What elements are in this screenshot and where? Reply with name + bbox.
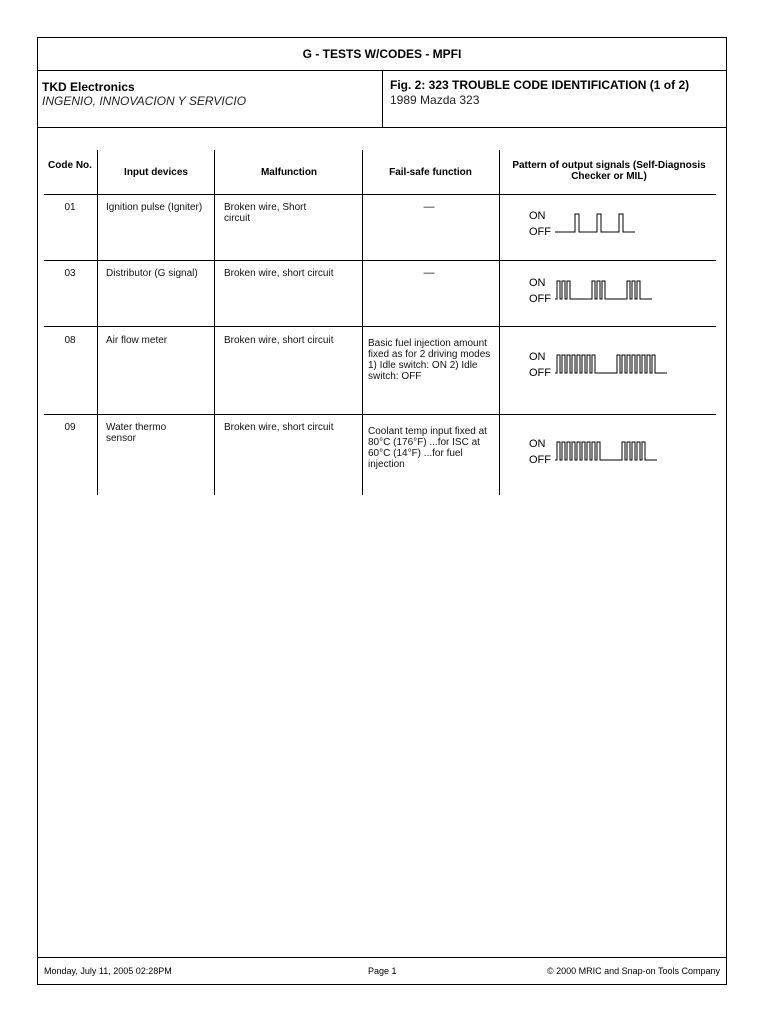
row-code: 09 [64, 422, 76, 433]
company-tagline: INGENIO, INNOVACION Y SERVICIO [42, 94, 247, 108]
off-label: OFF [529, 293, 551, 305]
on-label: ON [529, 438, 546, 450]
row-code: 03 [64, 268, 76, 279]
figure-block [383, 71, 726, 127]
off-label: OFF [529, 367, 551, 379]
signal-waveform [555, 210, 715, 240]
row-input-device: Distributor (G signal) [106, 268, 198, 279]
pulse-train [555, 442, 657, 460]
column-divider [97, 150, 98, 495]
company-block [38, 71, 383, 127]
row-code: 08 [64, 335, 76, 346]
footer-page: Page 1 [368, 966, 397, 976]
row-input-device: Ignition pulse (Igniter) [106, 202, 203, 213]
header-failsafe: Fail-safe function [389, 167, 472, 178]
header-rule [44, 194, 716, 195]
row-malfunction: Broken wire, short circuit [224, 268, 334, 279]
row-failsafe: Coolant temp input fixed at 80°C (176°F) ...for ISC at 60°C (14°F) ...for fuel injection [368, 426, 487, 470]
row-malfunction: Broken wire, Short circuit [224, 202, 307, 224]
row-failsafe: — [423, 201, 435, 213]
company-name: TKD Electronics [42, 80, 135, 94]
figure-title: Fig. 2: 323 TROUBLE CODE IDENTIFICATION (1 of 2) [390, 78, 690, 92]
signal-waveform [555, 351, 715, 381]
column-divider [214, 150, 215, 495]
footer-copyright: © 2000 MRIC and Snap-on Tools Company [546, 966, 720, 976]
off-label: OFF [529, 454, 551, 466]
document-header [38, 71, 726, 128]
signal-waveform [555, 277, 715, 307]
on-label: ON [529, 210, 546, 222]
pulse-train [555, 355, 667, 373]
figure-subtitle: 1989 Mazda 323 [390, 93, 480, 107]
row-rule [44, 414, 716, 415]
header-malfunction: Malfunction [260, 167, 318, 178]
row-rule [44, 260, 716, 261]
row-rule [44, 326, 716, 327]
pulse-train [555, 214, 635, 232]
signal-waveform [555, 438, 715, 468]
trouble-code-table [44, 150, 716, 510]
on-label: ON [529, 277, 546, 289]
footer-date: Monday, July 11, 2005 02:28PM [44, 966, 172, 976]
page-title: G - TESTS W/CODES - MPFI [38, 38, 726, 71]
row-failsafe: — [423, 267, 435, 279]
header-code: Code No. [48, 160, 92, 171]
page-footer [38, 957, 726, 984]
row-input-device: Air flow meter [106, 335, 168, 346]
on-label: ON [529, 351, 546, 363]
row-input-device: Water thermo sensor [106, 422, 167, 444]
off-label: OFF [529, 226, 551, 238]
pulse-train [555, 281, 652, 299]
row-failsafe: Basic fuel injection amount fixed as for 2 driving modes 1) Idle switch: ON 2) Idle switch: OFF [368, 338, 491, 382]
row-code: 01 [64, 202, 76, 213]
header-pattern: Pattern of output signals (Self-Diagnosis Checker or MIL) [512, 160, 706, 182]
row-malfunction: Broken wire, short circuit [224, 422, 334, 433]
header-input-devices: Input devices [124, 167, 188, 178]
row-malfunction: Broken wire, short circuit [224, 335, 334, 346]
